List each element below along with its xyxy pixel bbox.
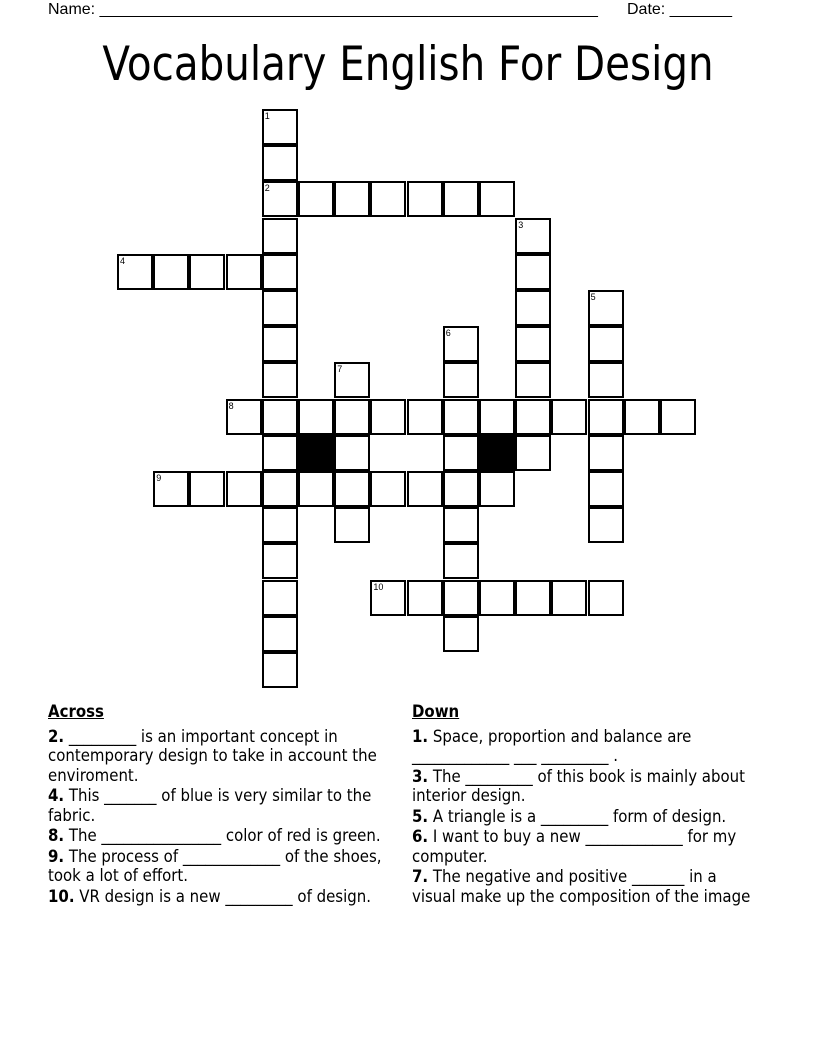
grid-cell[interactable] bbox=[443, 543, 479, 579]
grid-cell[interactable] bbox=[153, 471, 189, 507]
grid-cell[interactable] bbox=[588, 326, 624, 362]
grid-cell[interactable] bbox=[588, 507, 624, 543]
across-clue bbox=[48, 848, 400, 887]
down-clue bbox=[412, 808, 764, 828]
clue-text: The process of _____________ of the shoes, took a lot of effort. bbox=[48, 846, 382, 886]
grid-cell[interactable] bbox=[551, 399, 587, 435]
grid-cell[interactable] bbox=[588, 580, 624, 616]
grid-cell[interactable] bbox=[262, 399, 298, 435]
cell-number: 2 bbox=[264, 183, 270, 194]
grid-cell[interactable] bbox=[588, 399, 624, 435]
grid-cell[interactable] bbox=[515, 435, 551, 471]
clue-text: I want to buy a new _____________ for my computer. bbox=[412, 827, 737, 867]
clue-text: The negative and positive _______ in a visual make up the composition of the image bbox=[412, 867, 751, 907]
grid-cell[interactable] bbox=[262, 181, 298, 217]
grid-cell[interactable] bbox=[226, 399, 262, 435]
grid-cell[interactable] bbox=[262, 652, 298, 688]
grid-cell[interactable] bbox=[153, 254, 189, 290]
across-clue bbox=[48, 787, 400, 826]
grid-cell[interactable] bbox=[588, 471, 624, 507]
grid-cell[interactable] bbox=[443, 580, 479, 616]
black-cell bbox=[479, 435, 515, 471]
grid-cell[interactable] bbox=[407, 181, 443, 217]
grid-cell[interactable] bbox=[443, 507, 479, 543]
grid-cell[interactable] bbox=[262, 290, 298, 326]
grid-cell[interactable] bbox=[588, 290, 624, 326]
clue-number: 5. bbox=[412, 806, 429, 827]
cell-number: 9 bbox=[156, 473, 162, 483]
across-clue bbox=[48, 827, 400, 847]
grid-cell[interactable] bbox=[262, 616, 298, 652]
down-clue bbox=[412, 768, 764, 807]
across-clue bbox=[48, 728, 400, 787]
down-clue bbox=[412, 728, 764, 767]
down-clue bbox=[412, 868, 764, 907]
grid-cell[interactable] bbox=[588, 362, 624, 398]
grid-cell[interactable] bbox=[479, 181, 515, 217]
name-field[interactable]: Name: ________________________________________________________ bbox=[48, 1, 598, 18]
clue-text: The _________ of this book is mainly about interior design. bbox=[412, 766, 745, 806]
grid-cell[interactable] bbox=[479, 471, 515, 507]
down-clues bbox=[412, 703, 812, 908]
grid-cell[interactable] bbox=[262, 471, 298, 507]
clue-number: 3. bbox=[412, 766, 429, 787]
grid-cell[interactable] bbox=[334, 471, 370, 507]
grid-cell[interactable] bbox=[262, 218, 298, 254]
grid-cell[interactable] bbox=[370, 399, 406, 435]
grid-cell[interactable] bbox=[298, 399, 334, 435]
clue-text: VR design is a new _________ of design. bbox=[74, 886, 371, 907]
grid-cell[interactable] bbox=[334, 399, 370, 435]
grid-cell[interactable] bbox=[588, 435, 624, 471]
grid-cell[interactable] bbox=[624, 399, 660, 435]
grid-cell[interactable] bbox=[262, 254, 298, 290]
cell-number: 5 bbox=[590, 292, 596, 302]
grid-cell[interactable] bbox=[551, 580, 587, 616]
cell-number: 7 bbox=[337, 364, 343, 375]
grid-cell[interactable] bbox=[479, 580, 515, 616]
grid-cell[interactable] bbox=[443, 399, 479, 435]
grid-cell[interactable] bbox=[226, 254, 262, 290]
black-cell bbox=[298, 435, 334, 471]
page-title: Vocabulary English For Design bbox=[102, 37, 714, 92]
grid-cell[interactable] bbox=[334, 435, 370, 471]
down-clue bbox=[412, 828, 764, 867]
clue-number: 8. bbox=[48, 826, 65, 846]
grid-cell[interactable] bbox=[515, 290, 551, 326]
grid-cell[interactable] bbox=[443, 435, 479, 471]
grid-cell[interactable] bbox=[298, 471, 334, 507]
grid-cell[interactable] bbox=[407, 399, 443, 435]
clue-text: A triangle is a _________ form of design. bbox=[428, 806, 727, 827]
grid-cell[interactable] bbox=[515, 399, 551, 435]
grid-cell[interactable] bbox=[407, 580, 443, 616]
grid-cell[interactable] bbox=[370, 471, 406, 507]
down-heading: Down bbox=[412, 702, 460, 722]
grid-cell[interactable] bbox=[189, 254, 225, 290]
grid-cell[interactable] bbox=[262, 543, 298, 579]
grid-cell[interactable] bbox=[226, 471, 262, 507]
grid-cell[interactable] bbox=[370, 580, 406, 616]
clue-number: 10. bbox=[48, 886, 75, 907]
grid-cell[interactable] bbox=[262, 580, 298, 616]
grid-cell[interactable] bbox=[334, 181, 370, 217]
cell-number: 10 bbox=[373, 581, 384, 592]
clue-text: This _______ of blue is very similar to the fabric. bbox=[48, 786, 372, 826]
cell-number: 3 bbox=[518, 219, 524, 230]
clue-text: The ________________ color of red is green. bbox=[64, 826, 381, 846]
clue-number: 9. bbox=[48, 846, 65, 867]
across-clue bbox=[48, 888, 400, 908]
grid-cell[interactable] bbox=[298, 181, 334, 217]
grid-cell[interactable] bbox=[262, 362, 298, 398]
grid-cell[interactable] bbox=[407, 471, 443, 507]
grid-cell[interactable] bbox=[515, 254, 551, 290]
grid-cell[interactable] bbox=[515, 326, 551, 362]
grid-cell[interactable] bbox=[117, 254, 153, 290]
cell-number: 6 bbox=[445, 328, 451, 339]
grid-cell[interactable] bbox=[262, 507, 298, 543]
grid-cell[interactable] bbox=[334, 507, 370, 543]
clue-number: 2. bbox=[48, 726, 65, 747]
clue-number: 6. bbox=[412, 827, 429, 847]
grid-cell[interactable] bbox=[515, 580, 551, 616]
cell-number: 4 bbox=[120, 255, 126, 266]
cell-number: 1 bbox=[264, 111, 270, 121]
grid-cell[interactable] bbox=[262, 145, 298, 181]
grid-cell[interactable] bbox=[443, 181, 479, 217]
clue-text: Space, proportion and balance are _____________ ___ _________ . bbox=[412, 726, 692, 766]
across-heading: Across bbox=[48, 702, 104, 722]
grid-cell[interactable] bbox=[515, 218, 551, 254]
grid-cell[interactable] bbox=[443, 616, 479, 652]
grid-cell[interactable] bbox=[370, 181, 406, 217]
grid-cell[interactable] bbox=[479, 399, 515, 435]
grid-cell[interactable] bbox=[443, 362, 479, 398]
grid-cell[interactable] bbox=[660, 399, 696, 435]
across-clues bbox=[48, 703, 448, 908]
grid-cell[interactable] bbox=[443, 471, 479, 507]
cell-number: 8 bbox=[228, 400, 234, 411]
grid-cell[interactable] bbox=[515, 362, 551, 398]
grid-cell[interactable] bbox=[334, 362, 370, 398]
date-field[interactable]: Date: _______ bbox=[627, 1, 732, 18]
clue-text: _________ is an important concept in contemporary design to take in account the enviroment. bbox=[48, 726, 377, 786]
grid-cell[interactable] bbox=[262, 326, 298, 362]
clue-number: 4. bbox=[48, 786, 65, 806]
clue-number: 1. bbox=[412, 726, 429, 747]
grid-cell[interactable] bbox=[262, 109, 298, 145]
clue-number: 7. bbox=[412, 867, 429, 887]
grid-cell[interactable] bbox=[443, 326, 479, 362]
grid-cell[interactable] bbox=[189, 471, 225, 507]
grid-cell[interactable] bbox=[262, 435, 298, 471]
